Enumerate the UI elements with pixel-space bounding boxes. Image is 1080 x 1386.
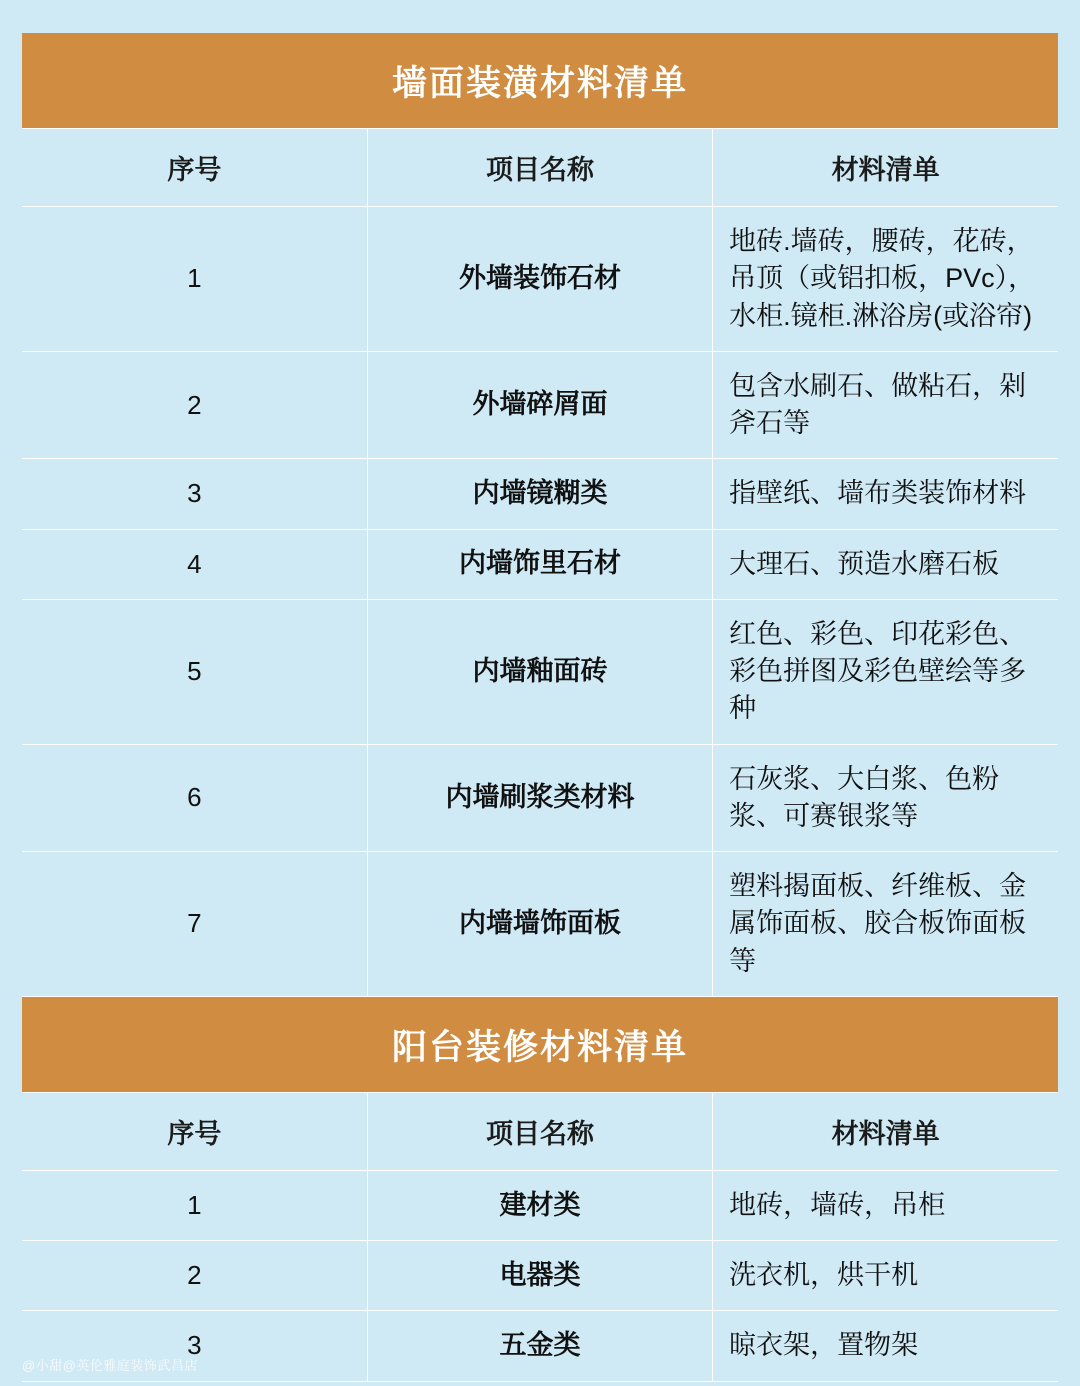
- table-row: [22, 852, 1058, 997]
- row-project-name: 内墙镜糊类: [367, 459, 712, 529]
- balcony-material-table: [22, 997, 1058, 1382]
- table-banner-title: 阳台装修材料清单: [22, 997, 1058, 1093]
- column-header-index: 序号: [22, 129, 367, 207]
- row-index: 3: [22, 459, 367, 529]
- table-row: [22, 1170, 1058, 1240]
- row-project-name: 外墙碎屑面: [367, 351, 712, 459]
- row-project-name: 内墙刷浆类材料: [367, 744, 712, 852]
- row-project-name: 五金类: [367, 1311, 712, 1381]
- row-project-name: 建材类: [367, 1170, 712, 1240]
- row-index: 7: [22, 852, 367, 997]
- row-project-name: 外墙装饰石材: [367, 207, 712, 352]
- row-index: 5: [22, 599, 367, 744]
- row-material-list: 地砖.墙砖，腰砖，花砖，吊顶（或铝扣板，PVc），水柜.镜柜.淋浴房(或浴帘): [713, 207, 1058, 352]
- table-row: [22, 529, 1058, 599]
- table-banner-title: 墙面装潢材料清单: [22, 33, 1058, 129]
- row-material-list: 指壁纸、墙布类装饰材料: [713, 459, 1058, 529]
- row-project-name: 内墙墙饰面板: [367, 852, 712, 997]
- row-index: 6: [22, 744, 367, 852]
- row-material-list: 包含水刷石、做粘石，剁斧石等: [713, 351, 1058, 459]
- table-banner: [22, 997, 1058, 1093]
- table-row: [22, 351, 1058, 459]
- table-header-row: [22, 129, 1058, 207]
- table-row: [22, 207, 1058, 352]
- row-project-name: 内墙饰里石材: [367, 529, 712, 599]
- row-project-name: 电器类: [367, 1241, 712, 1311]
- watermark-text: @小甜@英伦雅庭装饰武昌店: [22, 1358, 198, 1373]
- table-row: [22, 744, 1058, 852]
- row-index: 2: [22, 1241, 367, 1311]
- table-row: [22, 599, 1058, 744]
- column-header-material-list: 材料清单: [713, 1092, 1058, 1170]
- row-material-list: 塑料揭面板、纤维板、金属饰面板、胶合板饰面板等: [713, 852, 1058, 997]
- row-index: 1: [22, 207, 367, 352]
- row-material-list: 洗衣机，烘干机: [713, 1241, 1058, 1311]
- row-material-list: 地砖，墙砖，吊柜: [713, 1170, 1058, 1240]
- table-row: [22, 1241, 1058, 1311]
- row-project-name: 内墙釉面砖: [367, 599, 712, 744]
- row-material-list: 大理石、预造水磨石板: [713, 529, 1058, 599]
- row-index: 3: [22, 1311, 367, 1381]
- table-row: [22, 459, 1058, 529]
- row-material-list: 晾衣架，置物架: [713, 1311, 1058, 1381]
- row-material-list: 石灰浆、大白浆、色粉浆、可赛银浆等: [713, 744, 1058, 852]
- table-banner: [22, 33, 1058, 129]
- column-header-project-name: 项目名称: [367, 129, 712, 207]
- row-index: 2: [22, 351, 367, 459]
- wall-material-table: [22, 33, 1058, 997]
- column-header-index: 序号: [22, 1092, 367, 1170]
- row-index: 1: [22, 1170, 367, 1240]
- table-header-row: [22, 1092, 1058, 1170]
- column-header-project-name: 项目名称: [367, 1092, 712, 1170]
- row-index: 4: [22, 529, 367, 599]
- column-header-material-list: 材料清单: [713, 129, 1058, 207]
- row-material-list: 红色、彩色、印花彩色、彩色拼图及彩色壁绘等多种: [713, 599, 1058, 744]
